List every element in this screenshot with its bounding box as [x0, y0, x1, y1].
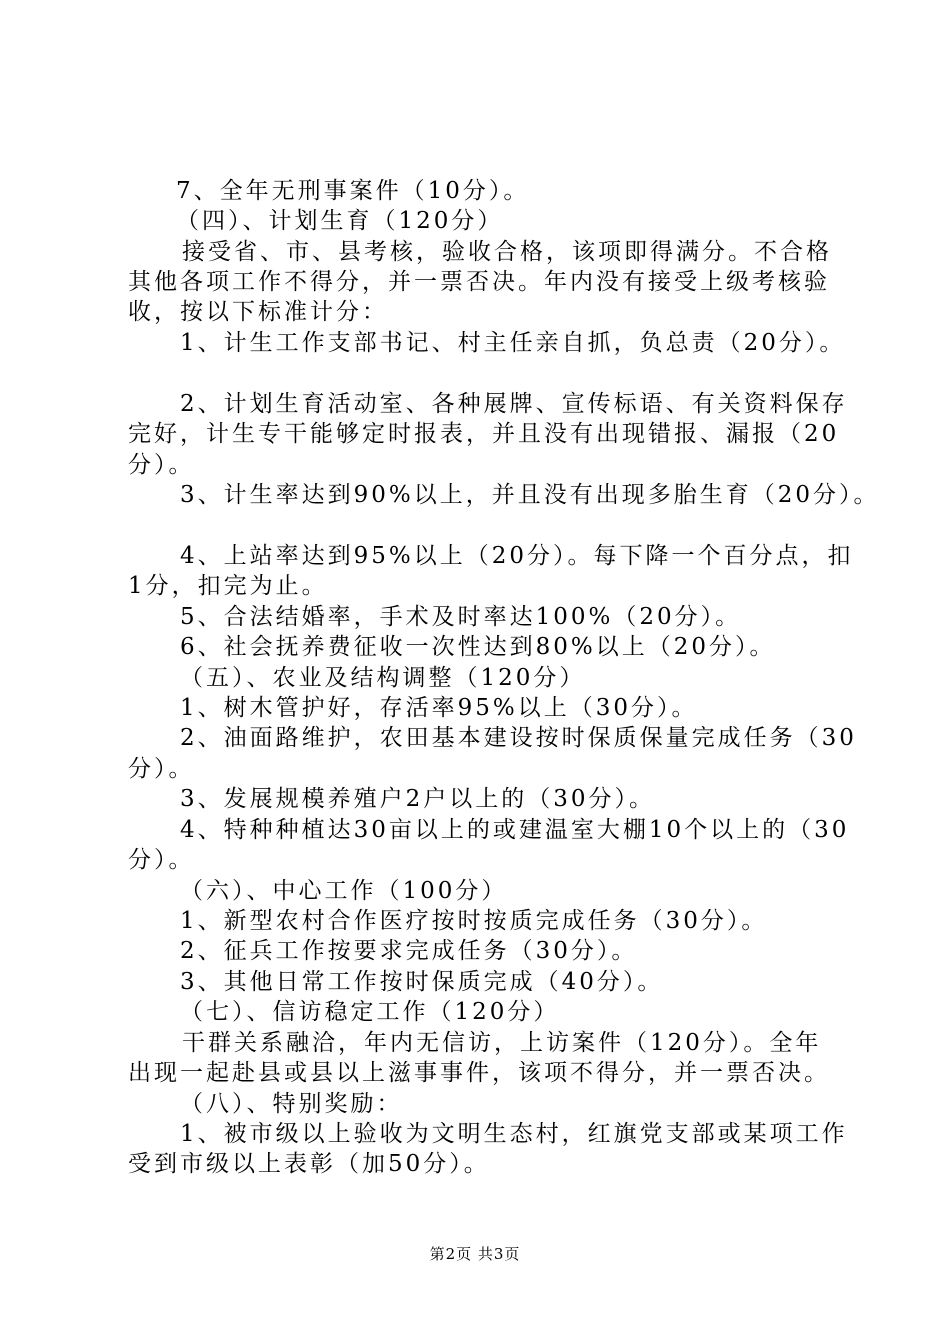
page-number-footer: 第2页 共3页	[429, 1245, 521, 1263]
text-line-21: 分）。	[128, 847, 195, 873]
section-heading-4: （四）、计划生育（120分）	[176, 208, 504, 234]
text-line-16: 1、树木管护好，存活率95%以上（30分）。	[180, 695, 698, 721]
text-line-17: 2、油面路维护，农田基本建设按时保质保量完成任务（30	[180, 725, 857, 751]
text-line-24: 2、征兵工作按要求完成任务（30分）。	[180, 938, 638, 964]
section-heading-5: （五）、农业及结构调整（120分）	[180, 665, 586, 691]
text-line-1: 7、全年无刑事案件（10分）。	[176, 178, 530, 204]
text-line-5: 收，按以下标准计分：	[128, 299, 388, 325]
text-line-8: 完好，计生专干能够定时报表，并且没有出现错报、漏报（20	[128, 421, 840, 447]
text-line-30: 1、被市级以上验收为文明生态村，红旗党支部或某项工作	[180, 1121, 848, 1147]
text-line-14: 6、社会抚养费征收一次性达到80%以上（20分）。	[180, 634, 776, 660]
text-line-27: 干群关系融洽，年内无信访，上访案件（120分）。全年	[182, 1030, 822, 1056]
text-line-23: 1、新型农村合作医疗按时按质完成任务（30分）。	[180, 908, 768, 934]
text-line-13: 5、合法结婚率，手术及时率达100%（20分）。	[180, 604, 742, 630]
text-line-28: 出现一起赴县或县以上滋事事件，该项不得分，并一票否决。	[128, 1060, 830, 1086]
text-line-7: 2、计划生育活动室、各种展牌、宣传标语、有关资料保存	[180, 391, 848, 417]
text-line-10: 3、计生率达到90%以上，并且没有出现多胎生育（20分）。	[180, 482, 880, 508]
section-heading-8: （八）、特别奖励：	[180, 1091, 403, 1117]
text-line-31: 受到市级以上表彰（加50分）。	[128, 1151, 490, 1177]
section-heading-7: （七）、信访稳定工作（120分）	[180, 999, 560, 1025]
text-line-25: 3、其他日常工作按时保质完成（40分）。	[180, 969, 664, 995]
text-line-12: 1分，扣完为止。	[128, 573, 328, 599]
text-line-9: 分）。	[128, 452, 195, 478]
text-line-18: 分）。	[128, 756, 195, 782]
text-line-19: 3、发展规模养殖户2户以上的（30分）。	[180, 786, 656, 812]
text-line-6: 1、计生工作支部书记、村主任亲自抓，负总责（20分）。	[180, 330, 846, 356]
text-line-20: 4、特种种植达30亩以上的或建温室大棚10个以上的（30	[180, 817, 850, 843]
text-line-11: 4、上站率达到95%以上（20分）。每下降一个百分点，扣	[180, 543, 854, 569]
section-heading-6: （六）、中心工作（100分）	[180, 878, 508, 904]
text-line-3: 接受省、市、县考核，验收合格，该项即得满分。不合格	[182, 239, 832, 265]
text-line-4: 其他各项工作不得分，并一票否决。年内没有接受上级考核验	[128, 269, 830, 295]
